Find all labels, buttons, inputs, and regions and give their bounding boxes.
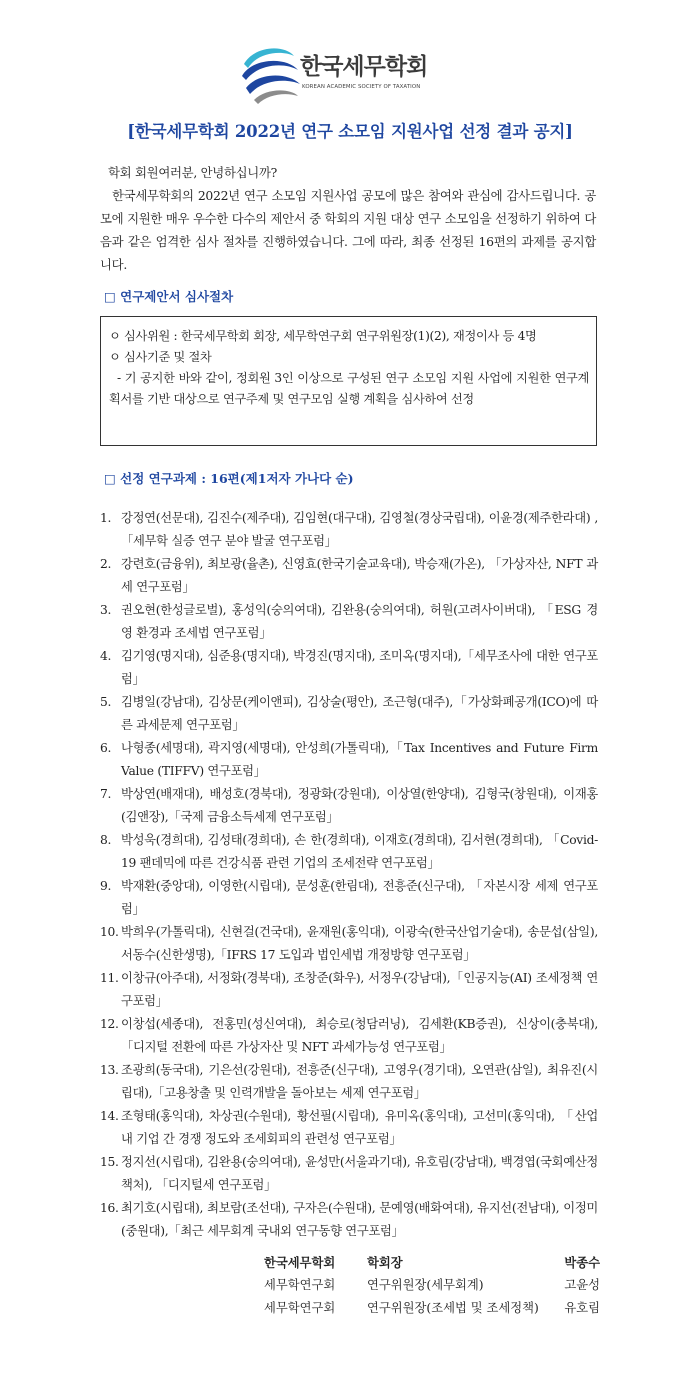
list-item-text: 이창섭(세종대), 전홍민(성신여대), 최승로(청담러닝), 김세환(KB증권), 신상이(충북대),「디지털 전환에 따른 가상자산 및 NFT 과세가능성 연구포럼」 <box>121 1017 598 1054</box>
list-item <box>100 1059 598 1105</box>
signature-name: 고윤성 <box>564 1278 600 1292</box>
intro-body: 한국세무학회의 2022년 연구 소모임 지원사업 공모에 많은 참여와 관심에 감사드립니다. 공모에 지원한 매우 우수한 다수의 제안서 중 학회의 지원 대상 연구 소모임을 선정하기 위하여 다음과 같은 엄격한 심사 절차를 진행하였습니다. 그에 따라, 최종 선정된 16편의 과제를 공지합니다. <box>100 188 596 272</box>
list-item-text: 박성욱(경희대), 김성태(경희대), 손 한(경희대), 이재호(경희대), 김서현(경희대), 「Covid-19 팬데믹에 따른 건강식품 관련 기업의 조세전략 연구포럼」 <box>121 833 598 870</box>
list-item-text: 강정연(선문대), 김진수(제주대), 김임현(대구대), 김영철(경상국립대), 이윤경(제주한라대) ,「세무학 실증 연구 분야 발굴 연구포럼」 <box>121 511 598 548</box>
list-item-text: 박상연(배재대), 배성호(경북대), 정광화(강원대), 이상열(한양대), 김형국(창원대), 이재홍(김앤장),「국제 금융소득세제 연구포럼」 <box>121 787 598 824</box>
logo-english-name: KOREAN ACADEMIC SOCIETY OF TAXATION <box>302 84 421 90</box>
list-item <box>100 599 598 645</box>
review-criteria: ㅇ 심사기준 및 절차 <box>109 350 212 364</box>
signature-row <box>264 1251 600 1274</box>
list-item-number: 1. <box>100 511 112 525</box>
list-item-number: 2. <box>100 557 112 571</box>
list-item-number: 11. <box>100 971 119 985</box>
project-list <box>100 507 598 1243</box>
signature-name: 유호림 <box>564 1301 600 1315</box>
list-item-number: 5. <box>100 695 112 709</box>
list-item <box>100 1013 598 1059</box>
list-item-text: 권오현(한성글로벌), 홍성익(숭의여대), 김완용(숭의여대), 허원(고려사이버대), 「ESG 경영 환경과 조세법 연구포럼」 <box>121 603 598 640</box>
logo-korean-name: 한국세무학회 <box>300 54 428 80</box>
list-item <box>100 967 598 1013</box>
list-item-number: 6. <box>100 741 112 755</box>
list-item-text: 박희우(가톨릭대), 신현걸(건국대), 윤재원(홍익대), 이광숙(한국산업기술대), 송문섭(삼일), 서동수(신한생명),「IFRS 17 도입과 법인세법 개정방향 연구포럼」 <box>121 925 598 962</box>
projects-heading: □ 선정 연구과제 : 16편(제1저자 가나다 순) <box>104 471 354 486</box>
list-item-text: 박재환(중앙대), 이영한(시립대), 문성훈(한림대), 전흥준(신구대), 「자본시장 세제 연구포럼」 <box>121 879 598 916</box>
list-item-number: 12. <box>100 1017 119 1031</box>
signature-row <box>264 1297 600 1320</box>
list-item-text: 최기호(시립대), 최보람(조선대), 구자은(수원대), 문예영(배화여대), 유지선(전남대), 이정미(중원대),「최근 세무회계 국내외 연구동향 연구포럼」 <box>121 1201 598 1238</box>
society-emblem-icon <box>236 40 306 110</box>
signature-row <box>264 1274 600 1297</box>
list-item-number: 9. <box>100 879 112 893</box>
list-item-number: 4. <box>100 649 112 663</box>
list-item <box>100 921 598 967</box>
review-heading: □ 연구제안서 심사절차 <box>104 289 234 304</box>
signature-role: 학회장 <box>367 1255 403 1270</box>
review-judges: ㅇ 심사위원 : 한국세무학회 회장, 세무학연구회 연구위원장(1)(2), 재정이사 등 4명 <box>109 329 537 343</box>
list-item <box>100 645 598 691</box>
list-item-number: 3. <box>100 603 112 617</box>
list-item <box>100 553 598 599</box>
intro-greeting: 학회 회원여러분, 안녕하십니까? <box>108 165 277 180</box>
signature-block <box>264 1251 600 1320</box>
list-item-number: 8. <box>100 833 112 847</box>
intro-section <box>100 161 596 276</box>
list-item-number: 7. <box>100 787 112 801</box>
signature-role: 연구위원장(조세법 및 조세정책) <box>367 1301 539 1315</box>
page-title: [한국세무학회 2022년 연구 소모임 지원사업 선정 결과 공지] <box>127 122 573 141</box>
signature-org: 세무학연구회 <box>264 1301 336 1315</box>
list-item-text: 정지선(시립대), 김완용(숭의여대), 윤성만(서울과기대), 유호림(강남대), 백경엽(국회예산정책처), 「디지털세 연구포럼」 <box>121 1155 598 1192</box>
list-item-text: 김병일(강남대), 김상문(케이앤피), 김상술(평안), 조근형(대주),「가상화폐공개(ICO)에 따른 과세문제 연구포럼」 <box>121 695 598 732</box>
list-item <box>100 507 598 553</box>
signature-role: 연구위원장(세무회계) <box>367 1278 484 1292</box>
list-item-text: 이창규(아주대), 서정화(경북대), 조창준(화우), 서정우(강남대),「인공지능(AI) 조세정책 연구포럼」 <box>121 971 598 1008</box>
list-item-number: 15. <box>100 1155 119 1169</box>
signature-name: 박종수 <box>564 1255 600 1270</box>
list-item-text: 김기영(명지대), 심준용(명지대), 박경진(명지대), 조미옥(명지대),「세무조사에 대한 연구포럼」 <box>121 649 598 686</box>
list-item-number: 16. <box>100 1201 119 1215</box>
list-item-number: 10. <box>100 925 119 939</box>
list-item <box>100 783 598 829</box>
review-procedure: - 기 공지한 바와 같이, 정회원 3인 이상으로 구성된 연구 소모임 지원 사업에 지원한 연구계획서를 기반 대상으로 연구주제 및 연구모임 실행 계획을 심사하여 선정 <box>109 371 589 406</box>
signature-org: 세무학연구회 <box>264 1278 336 1292</box>
list-item <box>100 829 598 875</box>
list-item <box>100 737 598 783</box>
list-item <box>100 691 598 737</box>
list-item-number: 13. <box>100 1063 119 1077</box>
list-item <box>100 1197 598 1243</box>
list-item-text: 강련호(금융위), 최보광(율촌), 신영효(한국기술교육대), 박승재(가온), 「가상자산, NFT 과세 연구포럼」 <box>121 557 598 594</box>
society-logo <box>236 40 436 110</box>
list-item-text: 나형종(세명대), 곽지영(세명대), 안성희(가톨릭대),「Tax Incentives and Future Firm Value (TIFFV) 연구포럼」 <box>121 741 598 778</box>
list-item-number: 14. <box>100 1109 119 1123</box>
review-box <box>100 316 597 446</box>
list-item-text: 조형태(홍익대), 차상권(수원대), 황선필(시립대), 유미옥(홍익대), 고선미(홍익대), 「산업 내 기업 간 경쟁 정도와 조세회피의 관련성 연구포럼」 <box>121 1109 598 1146</box>
list-item <box>100 1105 598 1151</box>
list-item <box>100 875 598 921</box>
list-item <box>100 1151 598 1197</box>
signature-org: 한국세무학회 <box>264 1255 336 1270</box>
list-item-text: 조광희(동국대), 기은선(강원대), 전흥준(신구대), 고영우(경기대), 오연관(삼일), 최유진(시립대),「고용창출 및 인력개발을 돌아보는 세제 연구포럼」 <box>121 1063 598 1100</box>
